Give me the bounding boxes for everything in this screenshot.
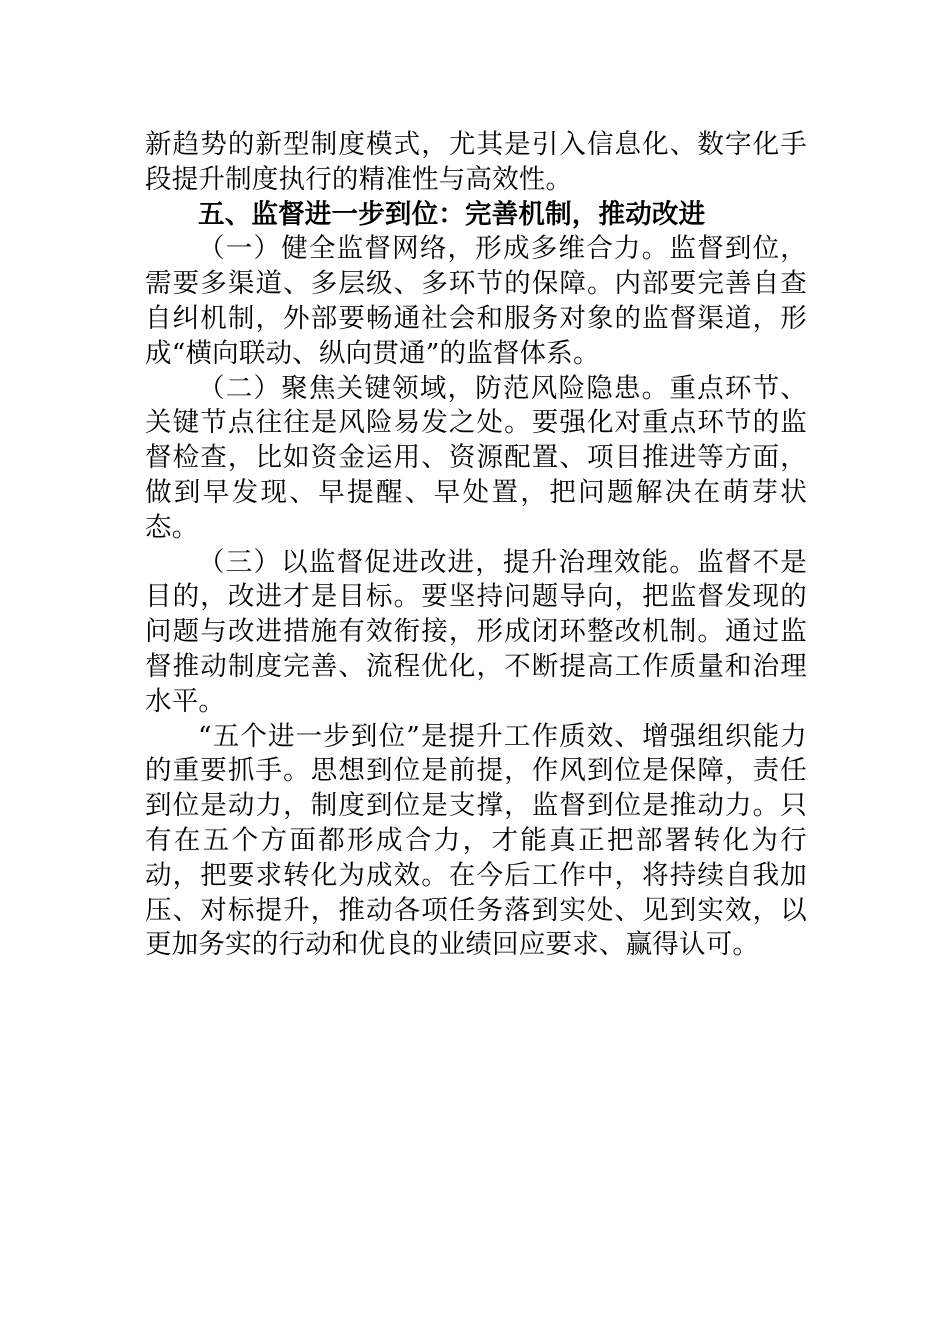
paragraph-conclusion: “五个进一步到位”是提升工作质效、增强组织能力的重要抓手。思想到位是前提，作风到位是保障，责任到位是动力，制度到位是支撑，监督到位是推动力。只有在五个方面都形成合力，才能真正把部署转化为行动，把要求转化为成效。在今后工作中，将持续自我加压、对标提升，推动各项任务落到实处、见到实效，以更加务实的行动和优良的业绩回应要求、赢得认可。 — [145, 720, 807, 961]
section-heading-five: 五、监督进一步到位：完善机制，推动改进 — [198, 198, 706, 230]
document-body — [145, 128, 807, 963]
paragraph-improvement: （三）以监督促进改进，提升治理效能。监督不是目的，改进才是目标。要坚持问题导向，把监督发现的问题与改进措施有效衔接，形成闭环整改机制。通过监督推动制度完善、流程优化，不断提高工作质量和治理水平。 — [145, 546, 807, 717]
paragraph-supervision-network: （一）健全监督网络，形成多维合力。监督到位，需要多渠道、多层级、多环节的保障。内部要完善自查自纠机制，外部要畅通社会和服务对象的监督渠道，形成“横向联动、纵向贯通”的监督体系。 — [145, 233, 807, 369]
paragraph-key-areas: （二）聚焦关键领域，防范风险隐患。重点环节、关键节点往往是风险易发之处。要强化对重点环节的监督检查，比如资金运用、资源配置、项目推进等方面，做到早发现、早提醒、早处置，把问题解决在萌芽状态。 — [145, 372, 807, 543]
paragraph-continuation: 新趋势的新型制度模式，尤其是引入信息化、数字化手段提升制度执行的精准性与高效性。 — [145, 129, 807, 195]
